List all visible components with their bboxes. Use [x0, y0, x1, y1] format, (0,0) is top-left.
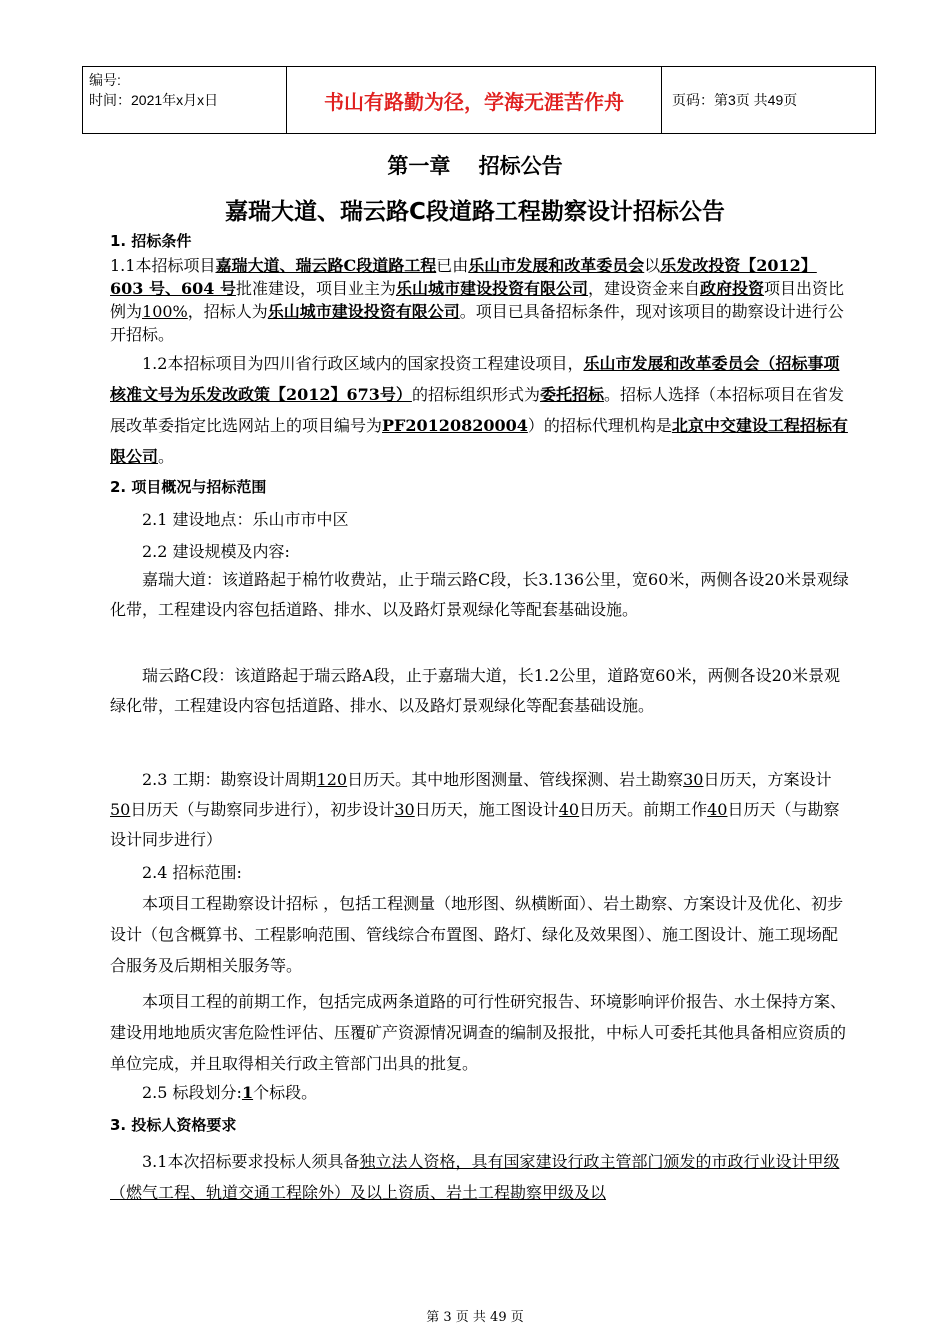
header-meta-cell: [83, 67, 287, 133]
paragraph-2-2: 2.2 建设规模及内容:: [142, 542, 290, 561]
paragraph-2-3: 2.3 工期：勘察设计周期120日历天。其中地形图测量、管线探测、岩土勘察30日历天，方案设计50日历天（与勘察同步进行），初步设计30日历天，施工图设计40日历天。前期工作40日历天（与勘察设计同步进行）: [110, 770, 840, 849]
paragraph-3-1: 3.1本次招标要求投标人须具备独立法人资格，具有国家建设行政主管部门颁发的市政行业设计甲级（燃气工程、轨道交通工程除外）及以上资质、岩土工程勘察甲级及以: [110, 1152, 840, 1202]
paragraph-1-1: 1.1本招标项目嘉瑞大道、瑞云路C段道路工程已由乐山市发展和改革委员会以乐发改投资【2012】603 号、604 号批准建设，项目业主为乐山城市建设投资有限公司，建设资金来自政府投资项目出资比例为100%，招标人为乐山城市建设投资有限公司。项目已具备招标条件，现对该项目的勘察设计进行公开招标。: [110, 256, 845, 344]
chapter-title: 第一章 招标公告: [387, 154, 563, 178]
motto: 书山有路勤为径，学海无涯苦作舟: [287, 67, 662, 133]
ruiyun-description: 瑞云路C段：该道路起于瑞云路A段，止于嘉瑞大道，长1.2公里，道路宽60米，两侧各设20米景观绿化带，工程建设内容包括道路、排水、以及路灯景观绿化等配套基础设施。: [110, 666, 840, 715]
page-info: 页码：第3页 共49页: [672, 92, 798, 108]
number-label: 编号:: [89, 72, 121, 88]
section-3-heading: 3. 投标人资格要求: [110, 1116, 237, 1134]
section-2-heading: 2. 项目概况与招标范围: [110, 478, 267, 496]
scope-paragraph-1: 本项目工程勘察设计招标 ，包括工程测量（地形图、纵横断面）、岩土勘察、方案设计及优化、初步设计（包含概算书、工程影响范围、管线综合布置图、路灯、绿化及效果图）、施工图设计、施工现场配合服务及后期相关服务等。: [110, 894, 844, 975]
document-title: 嘉瑞大道、瑞云路C段道路工程勘察设计招标公告: [225, 199, 725, 225]
paragraph-1-2: 1.2本招标项目为四川省行政区域内的国家投资工程建设项目，乐山市发展和改革委员会（招标事项核准文号为乐发改政策【2012】673号）的招标组织形式为委托招标。招标人选择（本招标项目在省发展改革委指定比选网站上的项目编号为PF20120820004）的招标代理机构是北京中交建设工程招标有限公司。: [110, 354, 848, 466]
header-table: [82, 66, 876, 134]
page-footer: 第 3 页 共 49 页: [426, 1310, 524, 1325]
scope-paragraph-2: 本项目工程的前期工作，包括完成两条道路的可行性研究报告、环境影响评价报告、水土保持方案、建设用地地质灾害危险性评估、压覆矿产资源情况调查的编制及报批，中标人可委托其他具备相应资质的单位完成，并且取得相关行政主管部门出具的批复。: [110, 992, 847, 1073]
paragraph-2-5: 2.5 标段划分:1个标段。: [142, 1083, 318, 1102]
paragraph-2-4: 2.4 招标范围:: [142, 863, 242, 882]
time-label: 时间：2021年x月x日: [89, 92, 219, 108]
paragraph-2-1: 2.1 建设地点：乐山市市中区: [142, 510, 349, 529]
section-1-heading: 1. 招标条件: [110, 232, 192, 250]
jiarui-description: 嘉瑞大道：该道路起于棉竹收费站，止于瑞云路C段，长3.136公里，宽60米，两侧各设20米景观绿化带，工程建设内容包括道路、排水、以及路灯景观绿化等配套基础设施。: [110, 570, 849, 619]
